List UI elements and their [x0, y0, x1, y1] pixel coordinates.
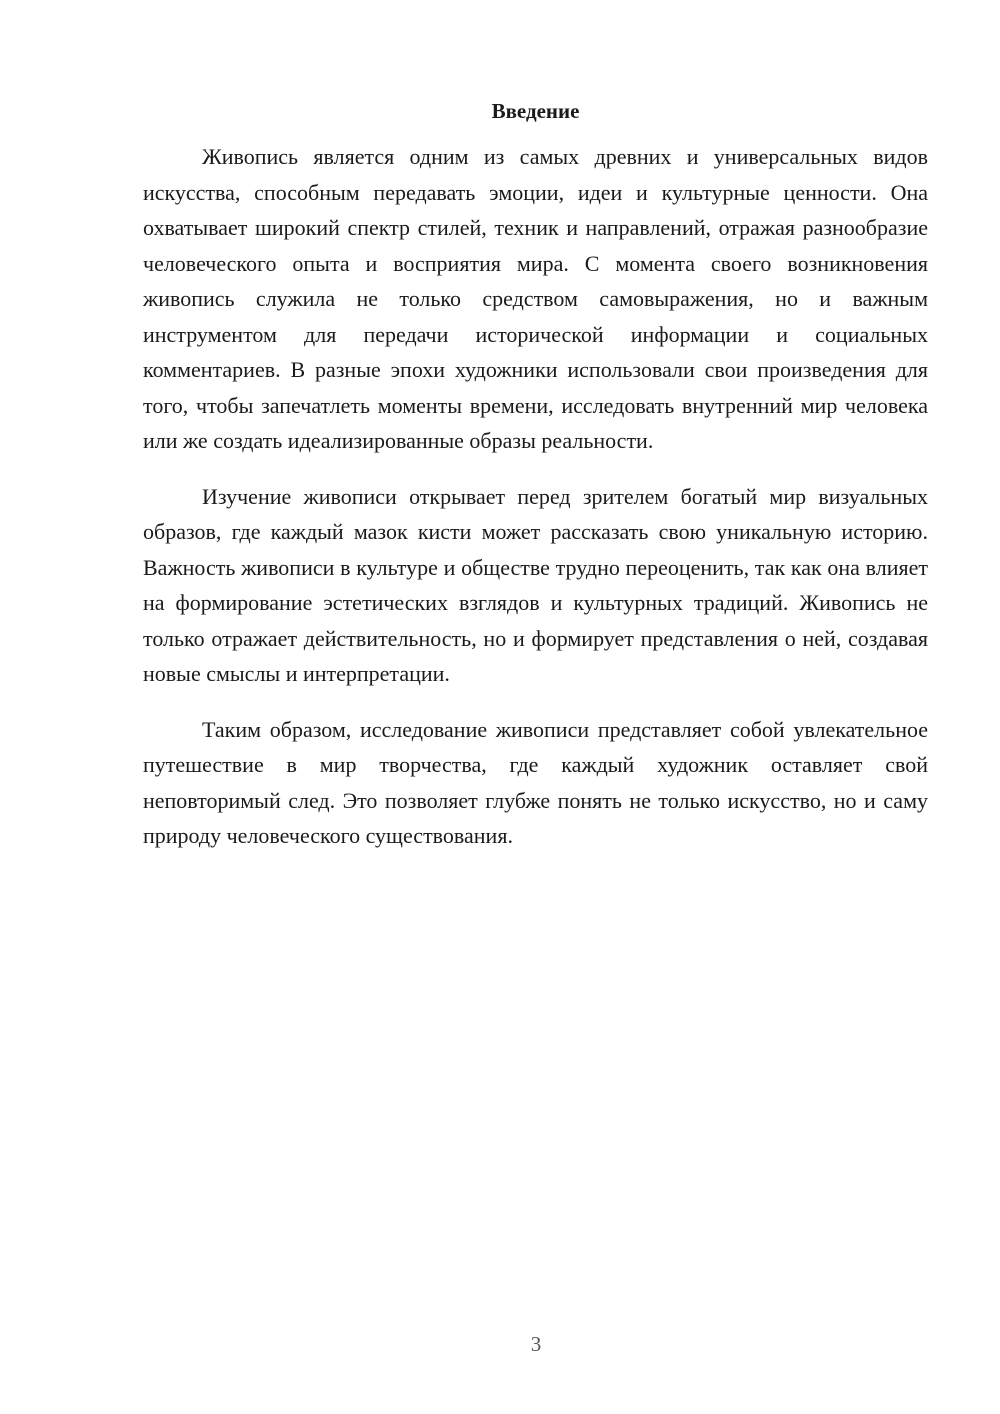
paragraph-3: Таким образом, исследование живописи представляет собой увлекательное путешествие в мир творчества, где каждый художник оставляет свой неповторимый след. Это позволяет глубже понять не только искусство, но и саму природу человеческого существования. [143, 716, 928, 848]
paragraph-2: Изучение живописи открывает перед зрителем богатый мир визуальных образов, где каждый мазок кисти может рассказать свою уникальную историю. Важность живописи в культуре и обществе трудно переоценить, так как она влияет на формирование эстетических взглядов и культурных традиций. Живопись не только отражает действительность, но и формирует представления о ней, создавая новые смыслы и интерпретации. [143, 483, 928, 686]
page-content [143, 96, 928, 854]
section-title: Введение [491, 99, 580, 123]
paragraph-1: Живопись является одним из самых древних и универсальных видов искусства, способным передавать эмоции, идеи и культурные ценности. Она охватывает широкий спектр стилей, техник и направлений, отражая разнообразие человеческого опыта и восприятия мира. С момента своего возникновения живопись служила не только средством самовыражения, но и важным инструментом для передачи исторической информации и социальных комментариев. В разные эпохи художники использовали свои произведения для того, чтобы запечатлеть моменты времени, исследовать внутренний мир человека или же создать идеализированные образы реальности. [143, 144, 928, 453]
page-number: 3 [530, 1332, 542, 1356]
